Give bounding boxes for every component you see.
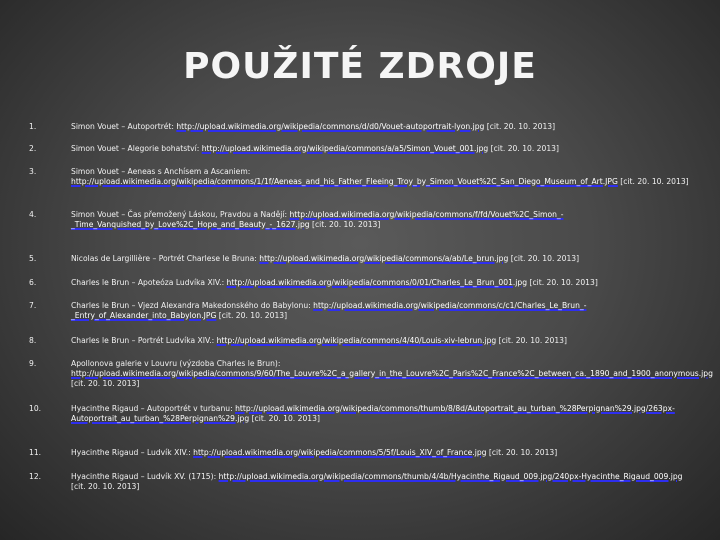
source-link[interactable]: http://upload.wikimedia.org/wikipedia/commons/5/5f/Louis_XIV_of_France.jpg [193,448,487,457]
citation-date: [cit. 20. 10. 2013] [484,122,556,131]
item-text: Charles le Brun – Apoteóza Ludvíka XIV.: [71,278,227,287]
source-link[interactable]: http://upload.wikimedia.org/wikipedia/commons/4/40/Louis-xiv-lebrun.jpg [216,336,497,345]
item-text: Simon Vouet – Aeneas s Anchísem a Ascaniem: [71,167,251,176]
item-number: 11. [29,448,42,457]
item-text: Charles le Brun – Portrét Ludvíka XIV.: [71,336,217,345]
item-text: Hyacinthe Rigaud – Ludvík XV. (1715): [71,472,219,481]
item-number: 6. [29,278,37,287]
item-number: 7. [29,301,37,310]
source-link[interactable]: http://upload.wikimedia.org/wikipedia/commons/a/a5/Simon_Vouet_001.jpg [201,144,489,153]
source-link[interactable]: http://upload.wikimedia.org/wikipedia/commons/9/60/The_Louvre%2C_a_gallery_in_the_Louvre%2C_Paris%2C_France%2C_between_ca._1890_and_1900_anonymous.jpg [71,369,713,378]
item-number: 8. [29,336,37,345]
citation-date: [cit. 20. 10. 2013] [249,414,320,423]
source-link[interactable]: http://upload.wikimedia.org/wikipedia/commons/0/01/Charles_Le_Brun_001.jpg [226,278,528,287]
item-text: Hyacinthe Rigaud – Ludvík XIV.: [71,448,194,457]
item-number: 9. [29,359,37,368]
item-number: 12. [29,472,42,481]
item-text: Apollonova galerie v Louvru (výzdoba Charles le Brun): [71,359,281,368]
item-text: Nicolas de Largillière – Portrét Charlese le Bruna: [71,254,260,263]
item-number: 4. [29,210,37,219]
item-text: Simon Vouet – Čas přemožený Láskou, Pravdou a Nadějí: [71,210,290,219]
source-link[interactable]: http://upload.wikimedia.org/wikipedia/commons/f/fd/Vouet%2C_Simon_-_Time_Vanquished_by_Love%2C_Hope_and_Beauty_-_1627.jpg [71,210,564,229]
citation-date: [cit. 20. 10. 2013] [486,448,558,457]
citation-date: [cit. 20. 10. 2013] [488,144,559,153]
source-link[interactable]: http://upload.wikimedia.org/wikipedia/commons/thumb/4/4b/Hyacinthe_Rigaud_009.jpg/240px-Hyacinthe_Rigaud_009.jpg [218,472,683,481]
citation-date: [cit. 20. 10. 2013] [617,177,689,186]
page-title: POUŽITÉ ZDROJE [183,46,537,87]
item-number: 2. [29,144,37,153]
item-text: Simon Vouet – Alegorie bohatství: [71,144,202,153]
item-text: Charles le Brun – Vjezd Alexandra Makedonského do Babylonu: [71,301,314,310]
citation-date: [cit. 20. 10. 2013] [71,379,140,388]
citation-date: [cit. 20. 10. 2013] [309,220,381,229]
source-link[interactable]: http://upload.wikimedia.org/wikipedia/commons/thumb/8/8d/Autoportrait_au_turban_%28Perpignan%29.jpg/263px-Autoportrait_au_turban_%28Perpignan%29.jpg [71,404,675,423]
source-link[interactable]: http://upload.wikimedia.org/wikipedia/commons/1/1f/Aeneas_and_his_Father_Fleeing_Troy_by_Simon_Vouet%2C_San_Diego_Museum_of_Art.JPG [71,177,618,186]
item-number: 10. [29,404,42,413]
citation-date: [cit. 20. 10. 2013] [508,254,580,263]
item-number: 1. [29,122,37,131]
citation-date: [cit. 20. 10. 2013] [496,336,567,345]
citation-date: [cit. 20. 10. 2013] [216,311,288,320]
item-number: 5. [29,254,37,263]
citation-date: [cit. 20. 10. 2013] [71,482,140,491]
source-link[interactable]: http://upload.wikimedia.org/wikipedia/commons/c/c1/Charles_Le_Brun_-_Entry_of_Alexander_into_Babylon.JPG [71,301,587,320]
item-text: Hyacinthe Rigaud – Autoportrét v turbanu: [71,404,236,413]
item-number: 3. [29,167,37,176]
source-link[interactable]: http://upload.wikimedia.org/wikipedia/commons/a/ab/Le_brun.jpg [259,254,509,263]
item-text: Simon Vouet – Autoportrét: [71,122,177,131]
source-link[interactable]: http://upload.wikimedia.org/wikipedia/commons/d/d0/Vouet-autoportrait-lyon.jpg [176,122,485,131]
citation-date: [cit. 20. 10. 2013] [527,278,598,287]
